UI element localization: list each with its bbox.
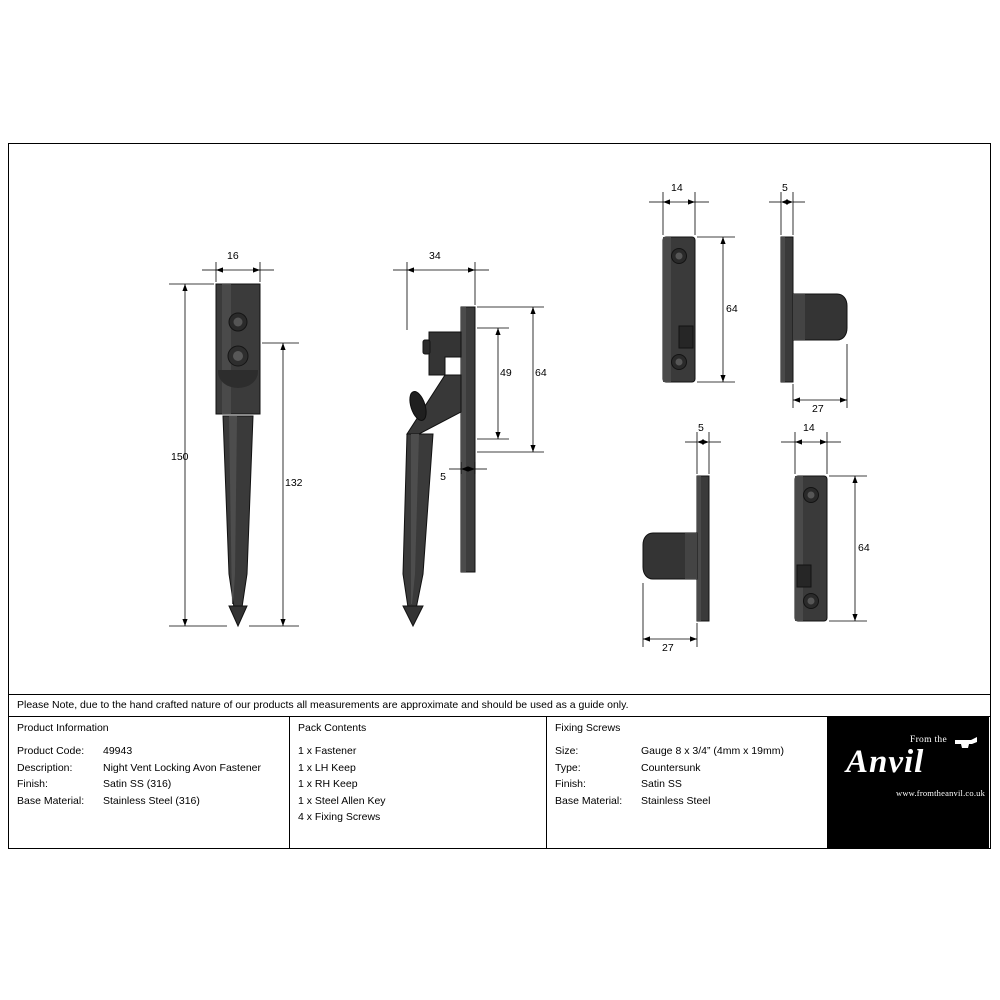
- dim-label-49: 49: [500, 367, 512, 379]
- screw-finish-value: Satin SS: [641, 778, 682, 790]
- dimension-handle-front-width: [202, 250, 274, 282]
- dim-label-34: 34: [429, 250, 441, 262]
- base-material-value: Stainless Steel (316): [103, 794, 200, 807]
- dim-label-5-bottom: 5: [698, 422, 704, 434]
- screw-size-row: [555, 743, 819, 760]
- description-row: [17, 760, 281, 777]
- keep-bottom-side-view: [643, 476, 709, 621]
- screw-type-row: [555, 760, 819, 777]
- dimension-keep-top-width: [649, 182, 709, 235]
- pack-contents-title: Pack Contents: [298, 722, 367, 734]
- pack-item: 1 x Fastener: [298, 745, 357, 757]
- screw-size-value: Gauge 8 x 3/4” (4mm x 19mm): [641, 745, 784, 757]
- screw-size-label: Size:: [555, 745, 579, 757]
- dimension-keep-bottom-height: [829, 476, 870, 621]
- screw-type-value: Countersunk: [641, 761, 701, 774]
- fixing-screws-title: Fixing Screws: [555, 722, 621, 734]
- dimension-keep-top-side-depth: [793, 344, 847, 415]
- keep-top-side-view: [781, 237, 847, 382]
- logo-top-line: From the: [910, 735, 947, 745]
- product-code-row: [17, 743, 281, 760]
- dim-label-27-top: 27: [812, 403, 824, 415]
- base-material-row: [17, 793, 281, 810]
- dim-label-64-handle: 64: [535, 367, 547, 379]
- dimension-keep-bottom-side-width: [685, 422, 721, 474]
- information-row: [9, 716, 990, 848]
- product-information-column: [9, 717, 290, 848]
- pack-item: 1 x LH Keep: [298, 761, 356, 774]
- dim-label-14-bottom: 14: [803, 422, 815, 434]
- finish-value: Satin SS (316): [103, 778, 172, 790]
- dimension-keep-bottom-side-depth: [643, 583, 697, 654]
- logo-brand-name: Anvil: [846, 744, 925, 780]
- screw-base-material-label: Base Material:: [555, 794, 623, 807]
- keep-bottom-face-view: [795, 476, 827, 621]
- keep-top-face-view: [663, 237, 695, 382]
- finish-row: [17, 776, 281, 793]
- dim-label-64-bottom-keep: 64: [858, 542, 870, 554]
- dimension-keep-top-height: [697, 237, 738, 382]
- finish-label: Finish:: [17, 778, 48, 790]
- logo-website-url: www.fromtheanvil.co.uk: [896, 788, 986, 798]
- product-information-title: Product Information: [17, 722, 109, 734]
- dim-label-150: 150: [171, 451, 189, 463]
- dim-label-5-handle: 5: [440, 471, 446, 483]
- drawing-area: [9, 144, 990, 694]
- dimension-keep-top-side-width: [769, 182, 805, 235]
- description-label: Description:: [17, 761, 73, 774]
- description-value: Night Vent Locking Avon Fastener: [103, 761, 261, 774]
- base-material-label: Base Material:: [17, 794, 85, 807]
- pack-contents-column: [290, 717, 547, 848]
- dim-label-5-top: 5: [782, 182, 788, 194]
- pack-item: 1 x RH Keep: [298, 778, 358, 790]
- product-dimension-drawing: [9, 144, 990, 694]
- dimension-handle-side-plate-height: [477, 307, 547, 452]
- dimension-keep-bottom-width: [781, 422, 841, 474]
- dimension-handle-side-inner-height: [477, 328, 512, 439]
- pack-item: 1 x Steel Allen Key: [298, 794, 386, 807]
- technical-drawing-sheet: [8, 143, 991, 849]
- fixing-screws-column: [547, 717, 828, 848]
- brand-logo-panel: [828, 717, 989, 848]
- dim-label-14-top: 14: [671, 182, 683, 194]
- screw-base-material-row: [555, 793, 819, 810]
- screw-finish-row: [555, 776, 819, 793]
- anvil-icon: [954, 736, 980, 750]
- measurement-note: Please Note, due to the hand crafted nature of our products all measurements are approximate and should be used as a guide only.: [9, 694, 990, 716]
- screw-finish-label: Finish:: [555, 778, 586, 790]
- product-code-value: 49943: [103, 745, 133, 757]
- dim-label-16: 16: [227, 250, 239, 262]
- product-code-label: Product Code:: [17, 745, 85, 757]
- handle-front-view: [216, 284, 260, 626]
- dim-label-64-top-keep: 64: [726, 303, 738, 315]
- screw-base-material-value: Stainless Steel: [641, 794, 711, 807]
- screw-type-label: Type:: [555, 761, 581, 774]
- pack-item: 4 x Fixing Screws: [298, 811, 381, 823]
- dim-label-27-bottom: 27: [662, 642, 674, 654]
- dim-label-132: 132: [285, 477, 303, 489]
- handle-side-view: [403, 307, 475, 626]
